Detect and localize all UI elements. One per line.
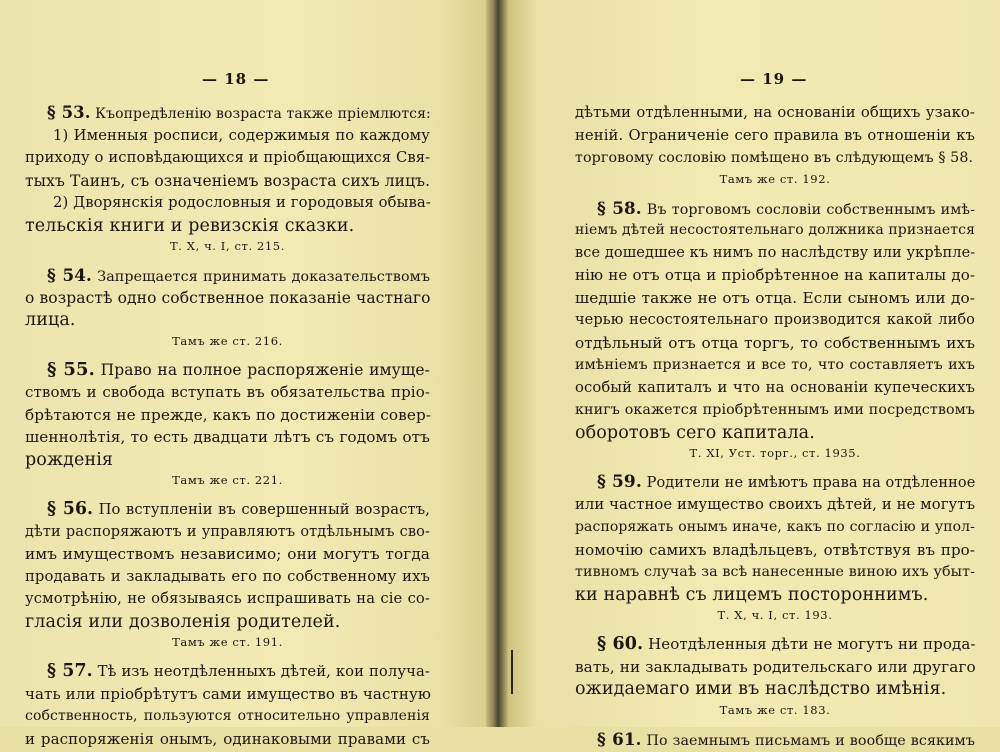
section-54-line-2: о возрастѣ одно собственное показаніе частнаго: [25, 288, 431, 307]
section-59-line-5: тивномъ случаѣ за всѣ нанесенные виною ихъ убыт-: [575, 564, 975, 580]
page-number: — 19 —: [740, 70, 808, 88]
section-number: § 56.: [47, 499, 94, 519]
section-56-line-6: гласія или дозволенія родителей.: [25, 611, 341, 632]
section-53-line-6: тельскія книги и ревизскія сказки.: [25, 215, 355, 236]
section-58-line-9: особый капиталъ и что на основаніи купеческихъ: [575, 378, 975, 396]
section-57-line-2: чать или пріобрѣтутъ сами имущество въ частную: [25, 684, 432, 703]
section-58-line-3: все дошедшее къ нимъ по наслѣдству или укрѣпле-: [575, 244, 976, 261]
section-53-line-4: тыхъ Таинъ, съ означеніемъ возраста сихъ лицъ.: [25, 171, 431, 190]
source-citation: Т. XI, Уст. торг., ст. 1935.: [689, 446, 861, 460]
section-56-line-4: продавать и закладывать его по собственному ихъ: [25, 567, 430, 585]
section-60-line-1: § 60. Неотдѣленныя дѣти не могутъ ни прода-: [597, 634, 976, 654]
section-58-line-5: шедшіе также не отъ отца. Если сыномъ или до-: [575, 288, 975, 307]
section-58-line-2: ніемъ дѣтей несостоятельнаго должника признается: [575, 222, 975, 238]
section-58-line-7: отдѣльный отъ отца торгъ, то собственнымъ ихъ: [575, 333, 975, 352]
section-number: § 61.: [597, 728, 642, 749]
section-54-line-3: лица.: [25, 310, 76, 330]
section-number: § 59.: [597, 472, 642, 492]
section-number: § 58.: [597, 197, 642, 218]
section-53-line-3: приходу о исповѣдающихся и пріобщающихся Свя-: [25, 149, 431, 166]
section-57-line-3: собственность, пользуются относительно управленія: [25, 708, 430, 724]
right-page-text: [575, 102, 975, 750]
section-55-line-5: рожденія: [25, 449, 114, 470]
section-59-line-2: или частное имущество своихъ дѣтей, и не могутъ: [575, 495, 976, 513]
left-page: [0, 0, 486, 748]
section-58-line-10: книгъ окажется пріобрѣтеннымъ ими посредствомъ: [575, 402, 975, 418]
section-53-line-5: 2) Дворянскія родословныя и городовыя обыва-: [53, 194, 431, 211]
section-58-line-4: нію не отъ отца и пріобрѣтенное на капиталы до-: [575, 266, 975, 284]
section-number: § 55.: [47, 358, 96, 380]
section-58-line-11: оборотовъ сего капитала.: [575, 422, 815, 443]
section-56-line-5: усмотрѣнію, не обязываясь испрашивать на сіе со-: [25, 590, 430, 607]
section-54-line-1: § 54. Запрещается принимать доказательствомъ: [47, 265, 431, 285]
section-60-line-3: ожидаемаго ими въ наслѣдство имѣнія.: [575, 679, 947, 699]
section-60-line-2: вать, ни закладывать родительскаго или другаго: [575, 657, 976, 676]
right-page: [508, 0, 1000, 749]
section-number: § 60.: [597, 634, 644, 654]
section-55-line-2: ствомъ и свобода вступать въ обязательства пріо-: [25, 383, 430, 401]
section-57-line-1: § 57. Тѣ изъ неотдѣленныхъ дѣтей, кои получа-: [47, 661, 430, 681]
left-page-text: [25, 102, 430, 750]
source-citation: Т. X, ч. I, ст. 215.: [170, 239, 285, 253]
section-55-line-3: брѣтаются не прежде, какъ по достиженіи совер-: [25, 405, 432, 424]
source-citation: Тамъ же ст. 221.: [172, 473, 283, 487]
section-58-line-1: § 58. Въ торговомъ сословіи собственнымъ имѣ-: [597, 197, 975, 218]
section-56-line-1: § 56. По вступленіи въ совершенный возрастъ,: [47, 499, 430, 519]
continuation-line-3: торговому сословію помѣщено въ слѣдующемъ § 58.: [575, 150, 974, 166]
continuation-line-2: неній. Ограниченіе сего правила въ отношеніи къ: [575, 126, 975, 144]
section-56-line-3: имъ имуществомъ независимо; они могутъ тогда: [25, 545, 430, 563]
section-number: § 53.: [47, 103, 91, 122]
section-number: § 57.: [47, 661, 93, 681]
section-59-line-1: § 59. Родители не имѣютъ права на отдѣленное: [597, 472, 976, 492]
section-58-line-8: имѣніемъ признается и все то, что составляетъ ихъ: [575, 357, 975, 373]
book-gutter: [486, 0, 508, 727]
section-61-line-1: § 61. По заемнымъ письмамъ и вообще всякимъ: [597, 728, 975, 749]
section-59-line-4: номочію самихъ владѣльцевъ, отвѣтствуя въ про-: [575, 540, 975, 559]
source-citation: Т. X, ч. I, ст. 193.: [717, 608, 833, 622]
section-59-line-3: распоряжать онымъ иначе, какъ по согласію и упол-: [575, 519, 975, 535]
section-55-line-4: шеннолѣтія, то есть двадцати лѣтъ съ годомъ отъ: [25, 428, 430, 446]
source-citation: Тамъ же ст. 192.: [719, 171, 831, 186]
section-56-line-2: дѣти распоряжаютъ и управляютъ отдѣльнымъ сво-: [25, 523, 430, 540]
source-citation: Тамъ же ст. 183.: [719, 702, 831, 717]
section-53-line-1: § 53. Къопредѣленію возраста также пріемлются:: [47, 103, 431, 122]
section-58-line-6: черью несостоятельнаго производится какой либо: [575, 312, 975, 328]
margin-mark: [511, 650, 513, 694]
section-57-line-4: и распоряженія онымъ, одинаковыми правами съ: [25, 729, 430, 748]
section-53-line-2: 1) Именныя росписи, содержимыя по каждому: [53, 126, 430, 144]
source-citation: Тамъ же ст. 216.: [172, 333, 283, 348]
page-number: — 18 —: [202, 70, 270, 88]
continuation-line-1: дѣтьми отдѣленными, на основаніи общихъ узако-: [575, 104, 975, 121]
source-citation: Тамъ же ст. 191.: [172, 635, 283, 649]
section-59-line-6: ки наравнѣ съ лицемъ постороннимъ.: [575, 584, 929, 605]
section-number: § 54.: [47, 265, 92, 285]
section-55-line-1: § 55. Право на полное распоряженіе имуще-: [47, 358, 430, 380]
